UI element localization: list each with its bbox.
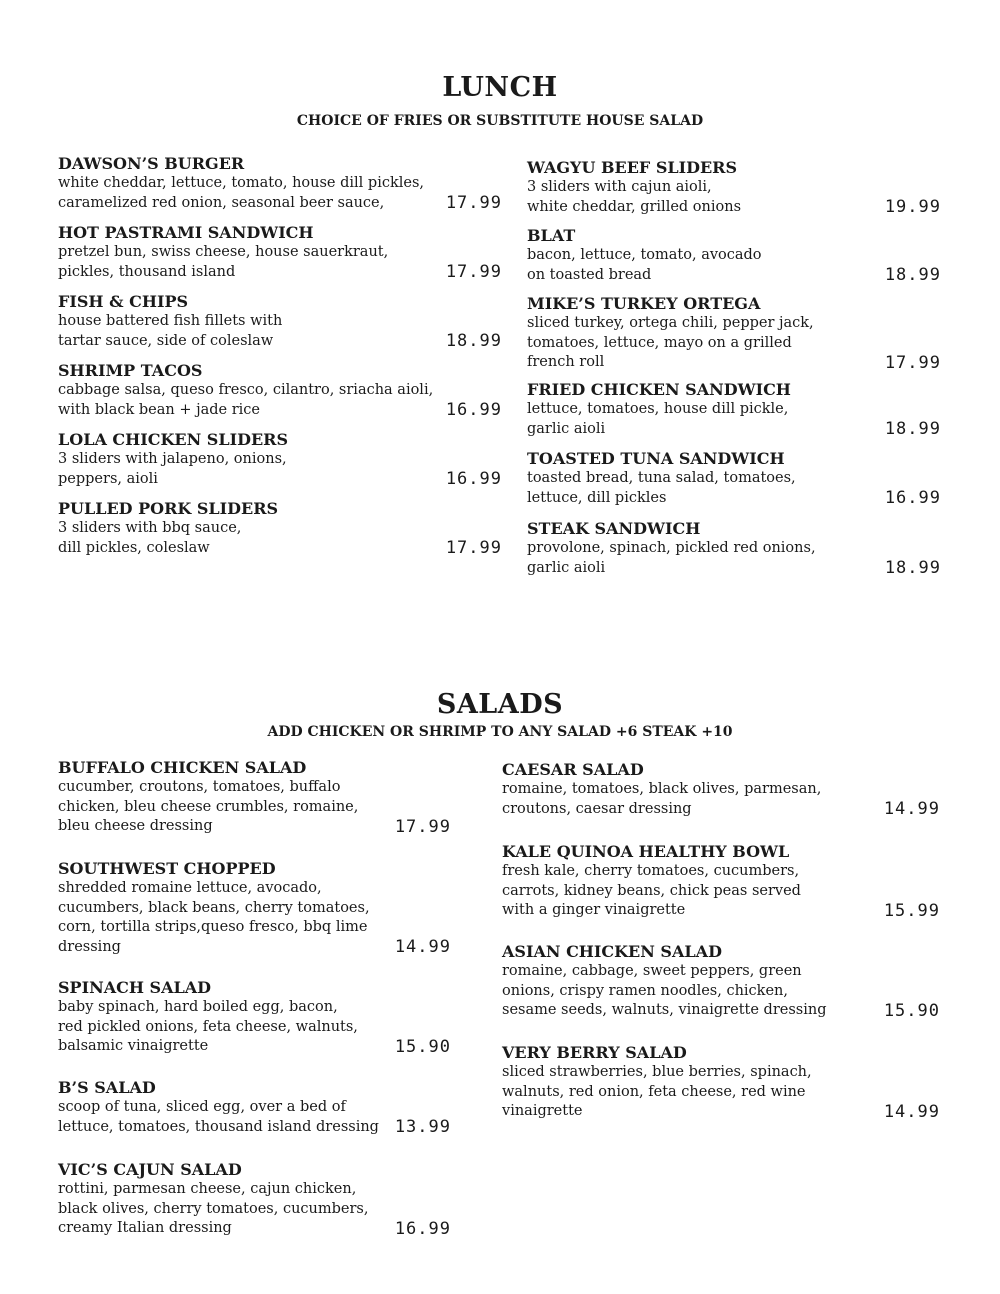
item-description-line: tartar sauce, side of coleslaw: [58, 332, 274, 349]
menu-item: [58, 292, 502, 351]
item-description-line: black olives, cherry tomatoes, cucumbers,: [58, 1200, 369, 1217]
item-name: STEAK SANDWICH: [527, 519, 701, 538]
item-description-line: carrots, kidney beans, chick peas served: [502, 882, 801, 899]
item-name: FRIED CHICKEN SANDWICH: [527, 380, 791, 399]
item-description-line: cucumbers, black beans, cherry tomatoes,: [58, 899, 370, 916]
menu-item: [58, 361, 502, 420]
item-price: 16.99: [884, 488, 941, 508]
item-description-line: chicken, bleu cheese crumbles, romaine,: [58, 798, 359, 815]
menu-item: [527, 449, 941, 508]
item-name: WAGYU BEEF SLIDERS: [527, 158, 738, 177]
item-name: SOUTHWEST CHOPPED: [58, 859, 276, 878]
item-description-line: peppers, aioli: [58, 470, 158, 487]
item-description-line: cucumber, croutons, tomatoes, buffalo: [58, 779, 341, 795]
item-description-line: dressing: [58, 938, 121, 955]
lunch-right-column: [527, 158, 941, 583]
lunch-title: LUNCH: [442, 72, 558, 103]
item-description-line: white cheddar, lettuce, tomato, house dill pickles,: [58, 175, 425, 191]
item-price: 18.99: [884, 265, 941, 285]
menu-item: [58, 758, 451, 837]
menu-item: [527, 380, 941, 439]
salads-subtitle: ADD CHICKEN OR SHRIMP TO ANY SALAD +6 STEAK +10: [267, 724, 733, 740]
salads-left-column: [58, 758, 451, 1243]
item-price: 14.99: [883, 799, 940, 819]
salads-right-column: [502, 760, 940, 1125]
item-name: TOASTED TUNA SANDWICH: [527, 449, 785, 468]
menu-item: [58, 978, 451, 1057]
item-name: BUFFALO CHICKEN SALAD: [58, 758, 307, 777]
item-name: LOLA CHICKEN SLIDERS: [58, 430, 288, 449]
item-name: CAESAR SALAD: [502, 760, 644, 779]
item-description-line: garlic aioli: [527, 559, 606, 576]
item-description-line: sliced turkey, ortega chili, pepper jack,: [527, 315, 814, 331]
item-price: 17.99: [884, 352, 941, 373]
item-description-line: house battered fish fillets with: [58, 313, 283, 329]
item-price: 13.99: [394, 1117, 451, 1137]
item-description-line: tomatoes, lettuce, mayo on a grilled: [527, 334, 792, 351]
item-description-line: sesame seeds, walnuts, vinaigrette dressing: [502, 1002, 827, 1018]
item-name: SHRIMP TACOS: [58, 361, 203, 380]
item-price: 17.99: [445, 193, 502, 213]
menu-item: [527, 226, 941, 285]
item-name: B’S SALAD: [58, 1078, 156, 1097]
item-description-line: garlic aioli: [527, 420, 606, 437]
item-description-line: lettuce, tomatoes, house dill pickle,: [527, 401, 789, 417]
item-name: VIC’S CAJUN SALAD: [58, 1160, 242, 1179]
menu-item: [527, 519, 941, 578]
item-name: PULLED PORK SLIDERS: [58, 499, 279, 518]
item-price: 15.90: [883, 1000, 940, 1021]
item-name: DAWSON’S BURGER: [58, 154, 245, 173]
item-name: ASIAN CHICKEN SALAD: [502, 942, 722, 961]
item-description-line: onions, crispy ramen noodles, chicken,: [502, 982, 788, 999]
item-description-line: baby spinach, hard boiled egg, bacon,: [58, 999, 338, 1015]
item-description-line: caramelized red onion, seasonal beer sauce,: [58, 194, 385, 211]
item-description-line: scoop of tuna, sliced egg, over a bed of: [58, 1099, 346, 1115]
item-description-line: on toasted bread: [527, 266, 652, 283]
item-price: 15.99: [883, 900, 940, 921]
item-price: 17.99: [445, 262, 502, 282]
menu-item: [502, 842, 940, 921]
menu-item: [58, 499, 502, 558]
item-description-line: bacon, lettuce, tomato, avocado: [527, 247, 762, 263]
item-description-line: creamy Italian dressing: [58, 1220, 232, 1236]
item-price: 18.99: [884, 558, 941, 578]
item-price: 18.99: [884, 419, 941, 439]
item-description-line: 3 sliders with bbq sauce,: [58, 520, 242, 536]
item-description-line: lettuce, dill pickles: [527, 489, 667, 506]
item-description-line: romaine, tomatoes, black olives, parmesan,: [502, 781, 822, 797]
menu-item: [502, 1043, 940, 1122]
item-name: SPINACH SALAD: [58, 978, 212, 997]
item-description-line: 3 sliders with cajun aioli,: [527, 179, 712, 195]
menu-item: [58, 154, 502, 213]
menu-item: [58, 1160, 451, 1239]
item-name: MIKE’S TURKEY ORTEGA: [527, 294, 761, 313]
item-description-line: provolone, spinach, pickled red onions,: [527, 540, 816, 556]
item-description-line: cabbage salsa, queso fresco, cilantro, sriacha aioli,: [58, 382, 434, 398]
item-description-line: fresh kale, cherry tomatoes, cucumbers,: [502, 863, 800, 879]
lunch-left-column: [58, 154, 502, 574]
item-name: HOT PASTRAMI SANDWICH: [58, 223, 314, 242]
item-price: 17.99: [445, 538, 502, 558]
item-description-line: dill pickles, coleslaw: [58, 539, 210, 556]
item-price: 15.90: [394, 1036, 451, 1057]
menu-item: [527, 294, 941, 373]
item-description-line: corn, tortilla strips,queso fresco, bbq lime: [58, 919, 368, 935]
item-description-line: with a ginger vinaigrette: [502, 902, 686, 918]
item-description-line: walnuts, red onion, feta cheese, red wine: [502, 1083, 806, 1100]
item-description-line: red pickled onions, feta cheese, walnuts,: [58, 1018, 358, 1035]
item-description-line: balsamic vinaigrette: [58, 1038, 209, 1054]
item-description-line: sliced strawberries, blue berries, spinach,: [502, 1064, 812, 1080]
menu-item: [58, 1078, 451, 1137]
item-description-line: french roll: [527, 354, 605, 370]
item-price: 17.99: [394, 816, 451, 837]
item-description-line: romaine, cabbage, sweet peppers, green: [502, 963, 802, 979]
item-price: 14.99: [394, 937, 451, 957]
item-description-line: pretzel bun, swiss cheese, house sauerkraut,: [58, 244, 389, 260]
item-description-line: lettuce, tomatoes, thousand island dressing: [58, 1118, 379, 1135]
item-name: FISH & CHIPS: [58, 292, 189, 311]
menu-item: [58, 859, 451, 957]
item-name: VERY BERRY SALAD: [502, 1043, 687, 1062]
item-price: 18.99: [445, 331, 502, 351]
item-name: KALE QUINOA HEALTHY BOWL: [502, 842, 790, 861]
lunch-subtitle: CHOICE OF FRIES OR SUBSTITUTE HOUSE SALAD: [296, 113, 704, 129]
item-description-line: with black bean + jade rice: [58, 401, 261, 418]
item-description-line: vinaigrette: [502, 1103, 583, 1119]
menu-item: [58, 430, 502, 489]
item-price: 16.99: [445, 400, 502, 420]
item-price: 16.99: [445, 469, 502, 489]
item-description-line: bleu cheese dressing: [58, 818, 213, 834]
item-name: BLAT: [527, 226, 576, 245]
item-description-line: rottini, parmesan cheese, cajun chicken,: [58, 1181, 357, 1197]
menu-item: [58, 223, 502, 282]
item-price: 16.99: [394, 1218, 451, 1239]
item-description-line: toasted bread, tuna salad, tomatoes,: [527, 470, 796, 486]
item-price: 19.99: [884, 197, 941, 217]
item-price: 14.99: [883, 1101, 940, 1122]
salads-title: SALADS: [436, 689, 564, 720]
item-description-line: pickles, thousand island: [58, 263, 236, 280]
item-description-line: 3 sliders with jalapeno, onions,: [58, 451, 287, 467]
menu-item: [502, 760, 940, 819]
item-description-line: croutons, caesar dressing: [502, 800, 692, 817]
menu-item: [502, 942, 940, 1021]
item-description-line: white cheddar, grilled onions: [527, 198, 742, 215]
menu-item: [527, 158, 941, 217]
item-description-line: shredded romaine lettuce, avocado,: [58, 880, 322, 896]
